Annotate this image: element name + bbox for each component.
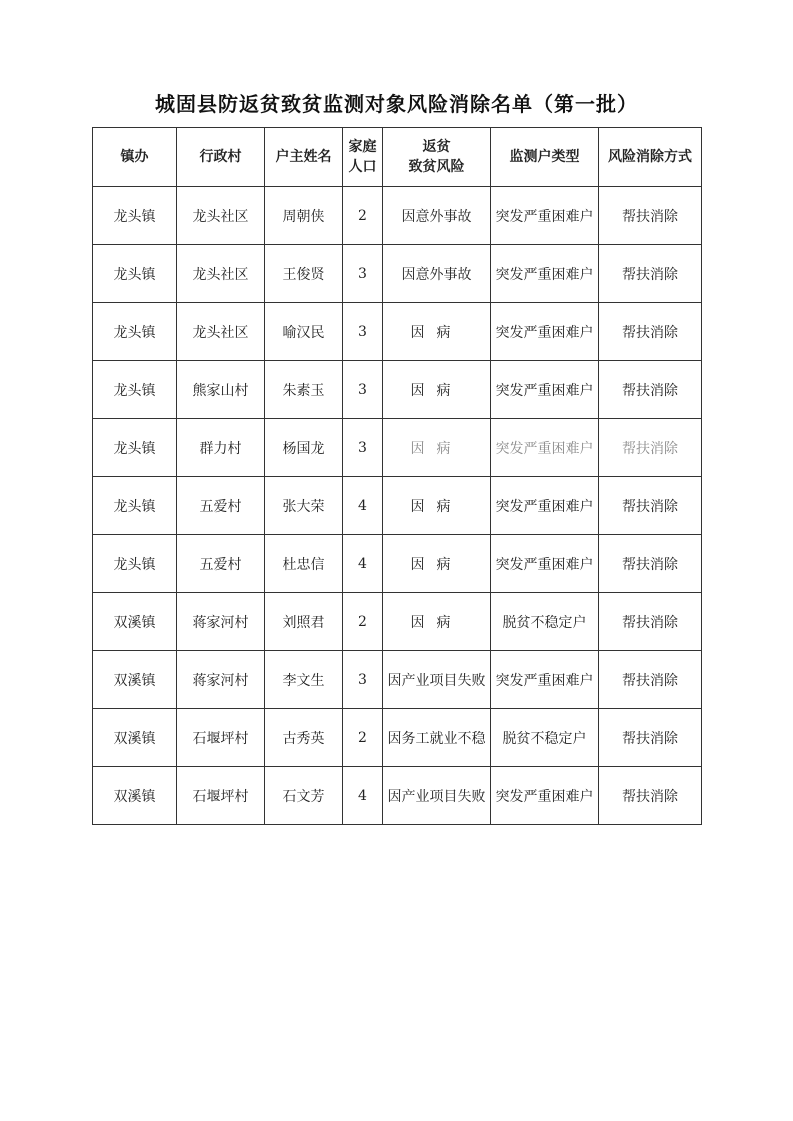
cell-risk: 因意外事故: [383, 187, 491, 245]
cell-town: 龙头镇: [93, 535, 177, 593]
cell-monitor-type: 突发严重困难户: [491, 303, 599, 361]
cell-risk: 因病: [383, 535, 491, 593]
table-row: [93, 477, 702, 535]
cell-town: 龙头镇: [93, 245, 177, 303]
cell-householder: 张大荣: [265, 477, 343, 535]
cell-risk: 因务工就业不稳: [383, 709, 491, 767]
header-elimination: 风险消除方式: [599, 128, 702, 187]
cell-family-size: 3: [343, 245, 383, 303]
cell-risk: 因病: [383, 477, 491, 535]
cell-householder: 王俊贤: [265, 245, 343, 303]
cell-elimination: 帮扶消除: [599, 651, 702, 709]
cell-monitor-type: 突发严重困难户: [491, 245, 599, 303]
cell-village: 石堰坪村: [177, 709, 265, 767]
header-risk-line1: 返贫: [422, 139, 451, 155]
cell-town: 双溪镇: [93, 767, 177, 825]
header-family-line1: 家庭: [348, 139, 377, 155]
cell-elimination: 帮扶消除: [599, 419, 702, 477]
header-risk-line2: 致贫风险: [408, 159, 465, 175]
cell-village: 五爱村: [177, 535, 265, 593]
cell-elimination: 帮扶消除: [599, 709, 702, 767]
cell-risk: 因病: [383, 419, 491, 477]
cell-risk: 因病: [383, 593, 491, 651]
cell-family-size: 2: [343, 187, 383, 245]
cell-householder: 李文生: [265, 651, 343, 709]
cell-elimination: 帮扶消除: [599, 361, 702, 419]
cell-elimination: 帮扶消除: [599, 245, 702, 303]
cell-monitor-type: 突发严重困难户: [491, 187, 599, 245]
cell-householder: 杜忠信: [265, 535, 343, 593]
cell-householder: 石文芳: [265, 767, 343, 825]
cell-householder: 古秀英: [265, 709, 343, 767]
cell-monitor-type: 突发严重困难户: [491, 361, 599, 419]
table-row: [93, 361, 702, 419]
cell-village: 龙头社区: [177, 245, 265, 303]
cell-village: 群力村: [177, 419, 265, 477]
cell-elimination: 帮扶消除: [599, 535, 702, 593]
header-village: 行政村: [177, 128, 265, 187]
cell-monitor-type: 脱贫不稳定户: [491, 709, 599, 767]
cell-monitor-type: 突发严重困难户: [491, 419, 599, 477]
cell-village: 蒋家河村: [177, 651, 265, 709]
cell-town: 龙头镇: [93, 361, 177, 419]
cell-risk: 因产业项目失败: [383, 767, 491, 825]
cell-town: 龙头镇: [93, 477, 177, 535]
cell-monitor-type: 突发严重困难户: [491, 767, 599, 825]
cell-town: 龙头镇: [93, 303, 177, 361]
cell-monitor-type: 脱贫不稳定户: [491, 593, 599, 651]
cell-village: 龙头社区: [177, 187, 265, 245]
cell-elimination: 帮扶消除: [599, 477, 702, 535]
cell-risk: 因意外事故: [383, 245, 491, 303]
cell-town: 龙头镇: [93, 419, 177, 477]
cell-elimination: 帮扶消除: [599, 303, 702, 361]
cell-family-size: 4: [343, 477, 383, 535]
cell-risk: 因病: [383, 303, 491, 361]
cell-householder: 周朝侠: [265, 187, 343, 245]
table-row: [93, 709, 702, 767]
cell-family-size: 3: [343, 361, 383, 419]
cell-family-size: 4: [343, 767, 383, 825]
cell-village: 熊家山村: [177, 361, 265, 419]
cell-householder: 朱素玉: [265, 361, 343, 419]
header-family-size: [343, 128, 383, 187]
cell-elimination: 帮扶消除: [599, 767, 702, 825]
table-row: [93, 535, 702, 593]
cell-family-size: 3: [343, 303, 383, 361]
table-row: [93, 187, 702, 245]
table-row: [93, 767, 702, 825]
cell-town: 双溪镇: [93, 593, 177, 651]
table-row: [93, 419, 702, 477]
cell-town: 龙头镇: [93, 187, 177, 245]
cell-householder: 杨国龙: [265, 419, 343, 477]
cell-risk: 因产业项目失败: [383, 651, 491, 709]
header-monitor-type: 监测户类型: [491, 128, 599, 187]
cell-family-size: 3: [343, 419, 383, 477]
cell-village: 蒋家河村: [177, 593, 265, 651]
table-row: [93, 245, 702, 303]
cell-elimination: 帮扶消除: [599, 593, 702, 651]
cell-village: 石堰坪村: [177, 767, 265, 825]
cell-family-size: 2: [343, 709, 383, 767]
cell-monitor-type: 突发严重困难户: [491, 477, 599, 535]
header-row: [93, 128, 702, 187]
cell-family-size: 4: [343, 535, 383, 593]
cell-family-size: 3: [343, 651, 383, 709]
header-town: 镇办: [93, 128, 177, 187]
cell-monitor-type: 突发严重困难户: [491, 535, 599, 593]
header-householder: 户主姓名: [265, 128, 343, 187]
roster-table: [92, 127, 702, 825]
cell-town: 双溪镇: [93, 651, 177, 709]
table-row: [93, 593, 702, 651]
page-title: 城固县防返贫致贫监测对象风险消除名单（第一批）: [155, 92, 638, 116]
cell-householder: 喻汉民: [265, 303, 343, 361]
cell-risk: 因病: [383, 361, 491, 419]
cell-village: 龙头社区: [177, 303, 265, 361]
cell-family-size: 2: [343, 593, 383, 651]
table-row: [93, 651, 702, 709]
cell-elimination: 帮扶消除: [599, 187, 702, 245]
cell-town: 双溪镇: [93, 709, 177, 767]
cell-village: 五爱村: [177, 477, 265, 535]
header-family-line2: 人口: [348, 159, 377, 175]
header-risk: [383, 128, 491, 187]
cell-monitor-type: 突发严重困难户: [491, 651, 599, 709]
table-row: [93, 303, 702, 361]
cell-householder: 刘照君: [265, 593, 343, 651]
